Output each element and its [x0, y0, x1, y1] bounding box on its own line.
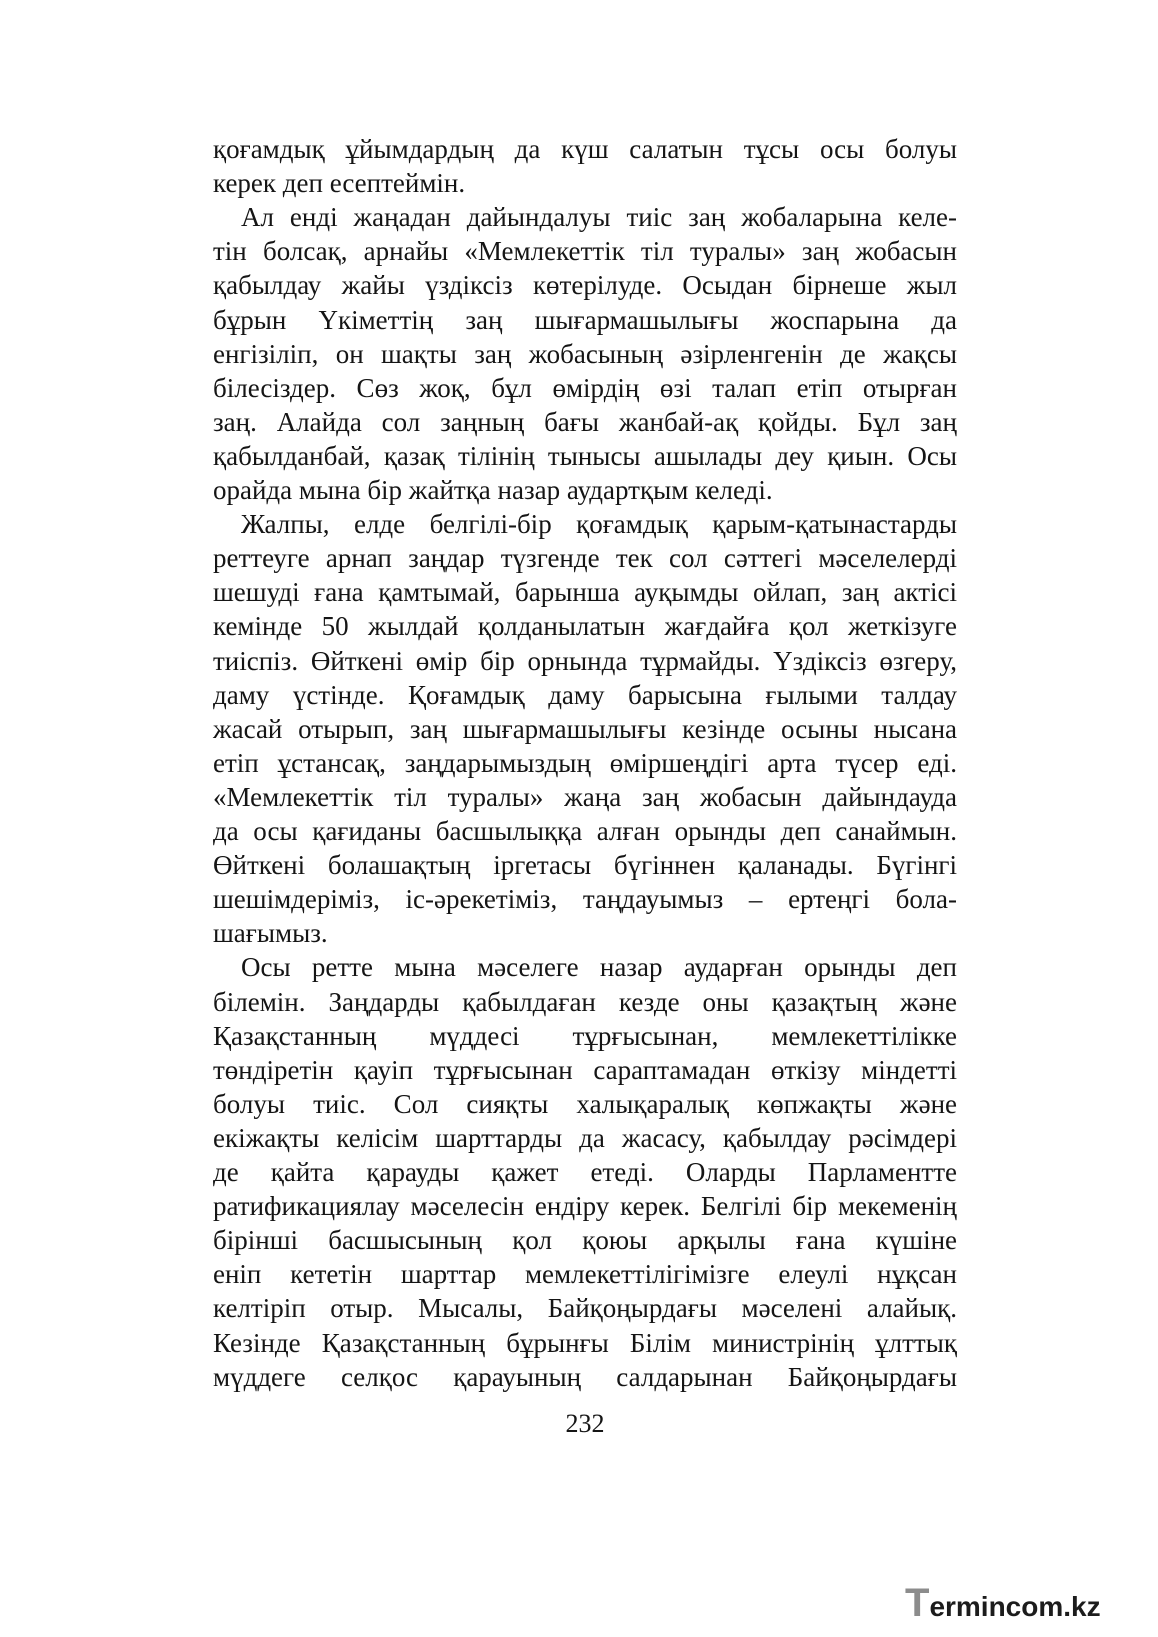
page-number: 232	[565, 1409, 605, 1438]
text-line: «Мемлекеттік тіл туралы» жаңа заң жобасын дайындауда	[213, 781, 957, 812]
text-line: қабылданбай, қазақ тілінің тынысы ашылады деу қиын. Осы	[213, 440, 957, 471]
text-line: қабылдау жайы үздіксіз көтерілуде. Осыдан бірнеше жыл	[213, 270, 957, 301]
text-line: де қайта қарауды қажет етеді. Оларды Парламентте	[213, 1157, 957, 1187]
text-line: орайда мына бір жайтқа назар аудартқым келеді.	[213, 475, 773, 505]
text-line: төндіретін қауіп тұрғысынан сараптамадан өткізу міндетті	[213, 1054, 957, 1085]
text-line: шағымыз.	[213, 918, 328, 949]
text-line: қоғамдық ұйымдардың да күш салатын тұсы осы болуы	[213, 134, 957, 164]
text-line: даму үстінде. Қоғамдық даму барысына ғылыми талдау	[213, 679, 957, 710]
text-line: Қазақстанның мүддесі тұрғысынан, мемлекеттілікке	[213, 1020, 957, 1051]
text-line: болуы тиіс. Сол сияқты халықаралық көпжақты және	[213, 1088, 957, 1119]
text-line: еніп кететін шарттар мемлекеттілігімізге елеулі нұқсан	[213, 1259, 957, 1290]
text-line: кемінде 50 жылдай қолданылатын жағдайға қол жеткізуге	[213, 611, 958, 642]
text-line: білесіздер. Сөз жоқ, бұл өмірдің өзі талап етіп отырған	[213, 372, 957, 403]
text-line: Кезінде Қазақстанның бұрынғы Білім министрінің ұлттық	[213, 1327, 957, 1358]
text-line: Осы ретте мына мәселеге назар аударған орынды деп	[241, 952, 957, 983]
text-line: да осы қағиданы басшылыққа алған орынды деп санаймын.	[213, 816, 957, 846]
text-line: тиіспіз. Өйткені өмір бір орнында тұрмайды. Үздіксіз өзгеру,	[213, 645, 957, 676]
text-line: бұрын Үкіметтің заң шығармашылығы жоспарына да	[213, 304, 957, 335]
text-line: Өйткені болашақтың іргетасы бүгіннен қаланады. Бүгінгі	[213, 850, 957, 881]
text-line: етіп ұстансақ, заңдарымыздың өміршеңдігі арта түсер еді.	[213, 747, 957, 778]
text-line: жасай отырып, заң шығармашылығы кезінде осыны нысана	[213, 713, 957, 744]
watermark-logo	[905, 1580, 1110, 1626]
text-line: ратификациялау мәселесін ендіру керек. Белгілі бір мекеменің	[213, 1191, 957, 1222]
watermark-text: Termincom.kz	[905, 1581, 1101, 1625]
text-line: шешімдеріміз, іс-әрекетіміз, таңдауымыз – ертеңгі бола-	[213, 884, 957, 915]
text-line: Жалпы, елде белгілі-бір қоғамдық қарым-қатынастарды	[241, 509, 957, 540]
text-line: мүддеге селқос қарауының салдарынан Байқоңырдағы	[213, 1361, 957, 1392]
text-line: реттеуге арнап заңдар түзгенде тек сол сәттегі мәселелерді	[213, 543, 957, 574]
text-line: келтіріп отыр. Мысалы, Байқоңырдағы мәселені алайық.	[213, 1293, 958, 1324]
text-line: шешуді ғана қамтымай, барынша ауқымды ойлап, заң актісі	[213, 577, 957, 608]
text-line: бірінші басшысының қол қоюы арқылы ғана күшіне	[213, 1225, 957, 1256]
text-line: енгізіліп, он шақты заң жобасының әзірленгенін де жақсы	[213, 338, 957, 369]
text-line: Ал енді жаңадан дайындалуы тиіс заң жобаларына келе-	[241, 202, 957, 233]
text-line: білемін. Заңдарды қабылдаған кезде оны қазақтың және	[213, 986, 957, 1017]
text-line: заң. Алайда сол заңның бағы жанбай-ақ қойды. Бұл заң	[213, 406, 957, 437]
text-line: керек деп есептеймін.	[213, 168, 466, 199]
text-line: екіжақты келісім шарттарды да жасасу, қабылдау рәсімдері	[213, 1122, 957, 1153]
text-line: тін болсақ, арнайы «Мемлекеттік тіл туралы» заң жобасын	[213, 236, 957, 267]
